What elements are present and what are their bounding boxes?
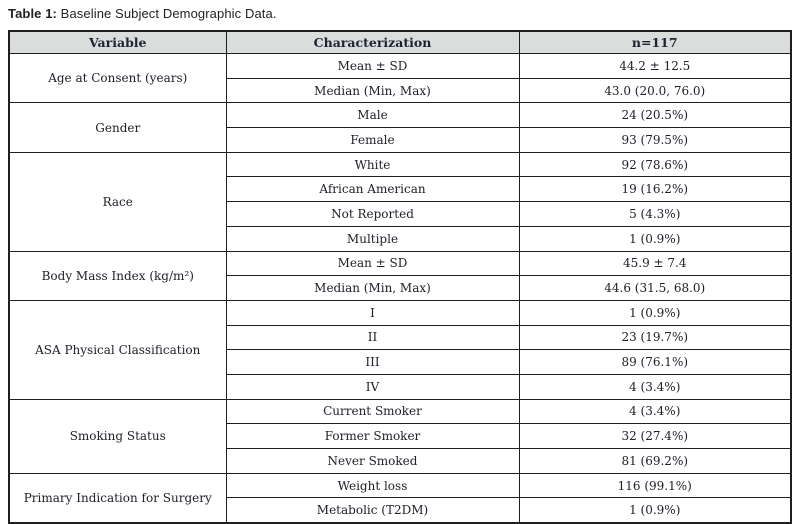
value-cell: 24 (20.5%) <box>519 103 791 128</box>
table-row <box>9 54 791 79</box>
variable-cell: Gender <box>9 103 226 152</box>
table-row <box>9 399 791 424</box>
variable-cell: Age at Consent (years) <box>9 54 226 103</box>
characterization-cell: Mean ± SD <box>226 54 519 79</box>
characterization-cell: IV <box>226 374 519 399</box>
characterization-cell: Metabolic (T2DM) <box>226 498 519 523</box>
characterization-cell: Never Smoked <box>226 449 519 474</box>
value-cell: 23 (19.7%) <box>519 325 791 350</box>
table-row <box>9 473 791 498</box>
variable-cell: Race <box>9 152 226 251</box>
value-cell: 44.6 (31.5, 68.0) <box>519 276 791 301</box>
variable-cell: Primary Indication for Surgery <box>9 473 226 523</box>
value-cell: 32 (27.4%) <box>519 424 791 449</box>
table-row <box>9 103 791 128</box>
characterization-cell: Mean ± SD <box>226 251 519 276</box>
value-cell: 19 (16.2%) <box>519 177 791 202</box>
variable-cell: Body Mass Index (kg/m²) <box>9 251 226 300</box>
characterization-cell: White <box>226 152 519 177</box>
value-cell: 45.9 ± 7.4 <box>519 251 791 276</box>
header-variable: Variable <box>9 31 226 54</box>
value-cell: 81 (69.2%) <box>519 449 791 474</box>
characterization-cell: II <box>226 325 519 350</box>
value-cell: 89 (76.1%) <box>519 350 791 375</box>
table-caption-text: Baseline Subject Demographic Data. <box>56 6 277 21</box>
characterization-cell: African American <box>226 177 519 202</box>
characterization-cell: Female <box>226 128 519 153</box>
characterization-cell: Weight loss <box>226 473 519 498</box>
characterization-cell: Not Reported <box>226 202 519 227</box>
header-n: n=117 <box>519 31 791 54</box>
characterization-cell: Multiple <box>226 226 519 251</box>
characterization-cell: Median (Min, Max) <box>226 276 519 301</box>
table-caption <box>8 6 277 21</box>
variable-cell: ASA Physical Classification <box>9 300 226 399</box>
characterization-cell: Current Smoker <box>226 399 519 424</box>
table-row <box>9 300 791 325</box>
value-cell: 44.2 ± 12.5 <box>519 54 791 79</box>
header-characterization: Characterization <box>226 31 519 54</box>
table-body <box>9 54 791 524</box>
variable-cell: Smoking Status <box>9 399 226 473</box>
characterization-cell: Male <box>226 103 519 128</box>
header-row <box>9 31 791 54</box>
characterization-cell: Former Smoker <box>226 424 519 449</box>
table-row <box>9 251 791 276</box>
table-caption-label: Table 1: <box>8 6 57 21</box>
value-cell: 92 (78.6%) <box>519 152 791 177</box>
value-cell: 93 (79.5%) <box>519 128 791 153</box>
value-cell: 1 (0.9%) <box>519 498 791 523</box>
value-cell: 43.0 (20.0, 76.0) <box>519 78 791 103</box>
table-row <box>9 152 791 177</box>
characterization-cell: I <box>226 300 519 325</box>
value-cell: 5 (4.3%) <box>519 202 791 227</box>
value-cell: 4 (3.4%) <box>519 374 791 399</box>
value-cell: 1 (0.9%) <box>519 300 791 325</box>
characterization-cell: III <box>226 350 519 375</box>
value-cell: 1 (0.9%) <box>519 226 791 251</box>
characterization-cell: Median (Min, Max) <box>226 78 519 103</box>
demographics-table <box>8 30 792 524</box>
value-cell: 4 (3.4%) <box>519 399 791 424</box>
value-cell: 116 (99.1%) <box>519 473 791 498</box>
